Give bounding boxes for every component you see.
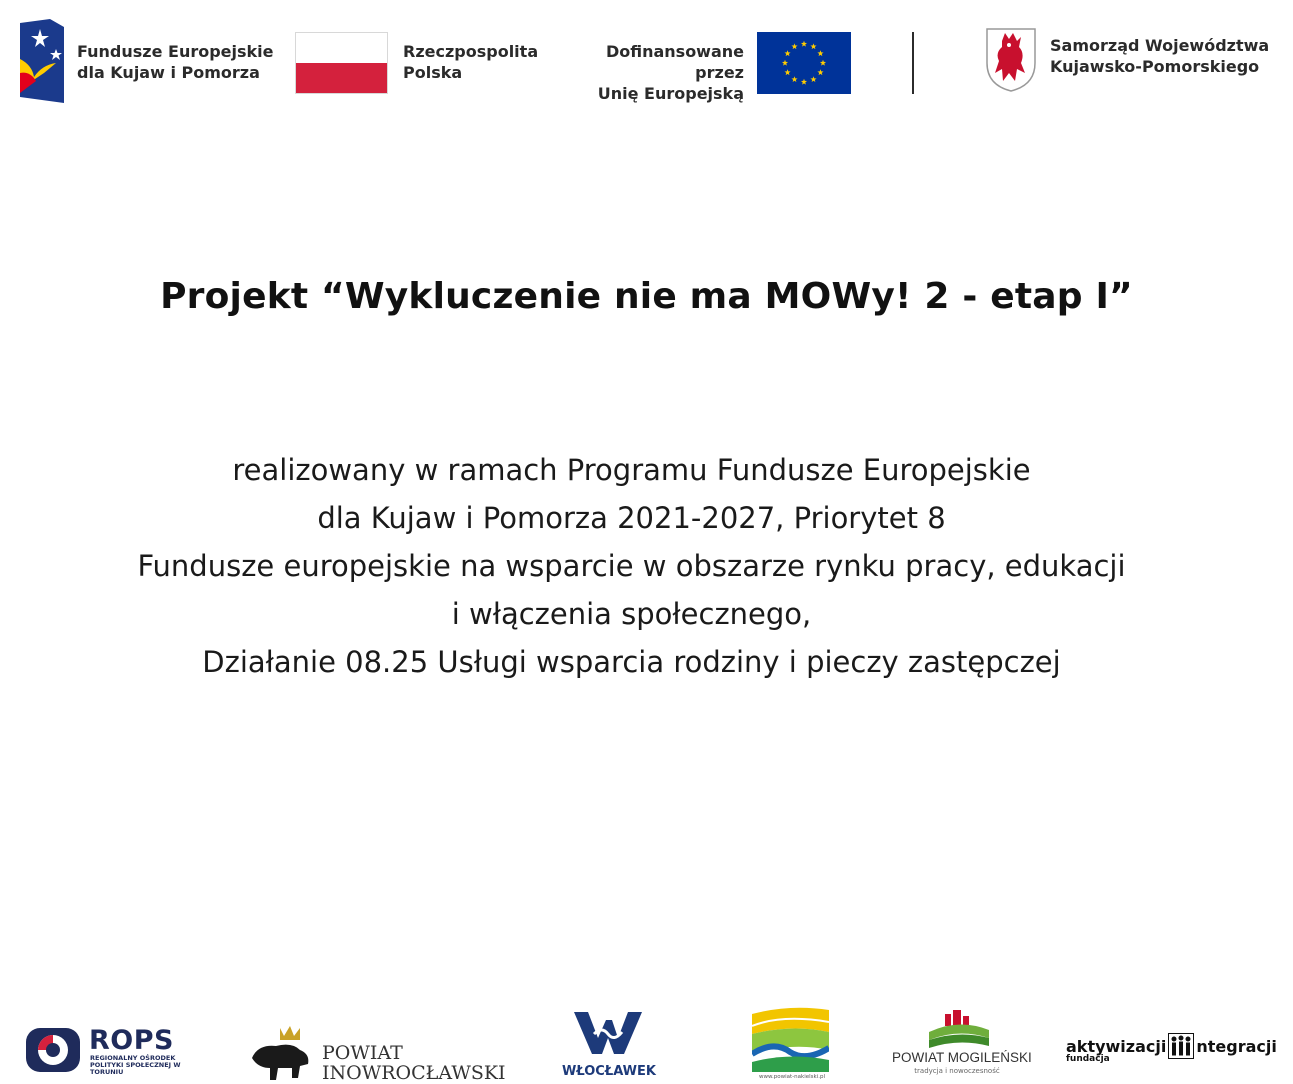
people-group-icon xyxy=(1168,1033,1194,1059)
description-line: dla Kujaw i Pomorza 2021-2027, Priorytet 8 xyxy=(317,501,946,535)
naklo-url: www.powiat-nakielski.pl xyxy=(759,1074,825,1080)
eu-cofinancing-text: Dofinansowane przez Unię Europejską xyxy=(597,42,744,103)
fields-castle-icon xyxy=(925,1008,993,1048)
fields-river-icon xyxy=(752,1004,829,1072)
rops-logo-icon xyxy=(24,1026,82,1074)
poland-logo-text: Rzeczpospolita Polska xyxy=(403,42,539,82)
header-divider xyxy=(912,32,914,94)
mogilno-name: POWIAT MOGILEŃSKI xyxy=(892,1050,1032,1065)
mogilno-subtitle: tradycja i nowoczesność xyxy=(914,1067,1000,1075)
wloclawek-name: WŁOCŁAWEK xyxy=(562,1064,656,1079)
description-line: realizowany w ramach Programu Fundusze Europejskie xyxy=(232,453,1031,487)
description-line: i włączenia społecznego, xyxy=(451,597,812,631)
griffin-crest-icon xyxy=(985,27,1037,93)
rops-subtitle: REGIONALNY OŚRODEK POLITYKI SPOŁECZNEJ W TORUNIU xyxy=(90,1054,181,1076)
inowroclaw-logo-text: POWIAT INOWROCŁAWSKI xyxy=(322,1042,506,1084)
description-line: Fundusze europejskie na wsparcie w obszarze rynku pracy, edukacji xyxy=(137,549,1126,583)
fe-stars-icon xyxy=(20,19,64,103)
fe-logo-text: Fundusze Europejskie dla Kujaw i Pomorza xyxy=(77,42,274,82)
project-description xyxy=(30,446,1233,686)
project-title: Projekt “Wykluczenie nie ma MOWy! 2 - etap I” xyxy=(160,276,1133,317)
aktywizacji-word: aktywizacji xyxy=(1066,1036,1167,1056)
eu-flag-icon xyxy=(757,32,851,94)
w-wave-icon xyxy=(572,1008,644,1056)
description-line: Działanie 08.25 Usługi wsparcia rodziny i pieczy zastępczej xyxy=(202,645,1061,679)
aktywizacji-subtitle: fundacja xyxy=(1066,1054,1110,1064)
bear-crown-icon xyxy=(248,1024,318,1082)
polish-flag xyxy=(295,32,388,94)
region-logo-text: Samorząd Województwa Kujawsko-Pomorskiego xyxy=(1050,36,1270,76)
integracji-word: ntegracji xyxy=(1196,1036,1277,1056)
rops-name: ROPS xyxy=(89,1025,174,1056)
